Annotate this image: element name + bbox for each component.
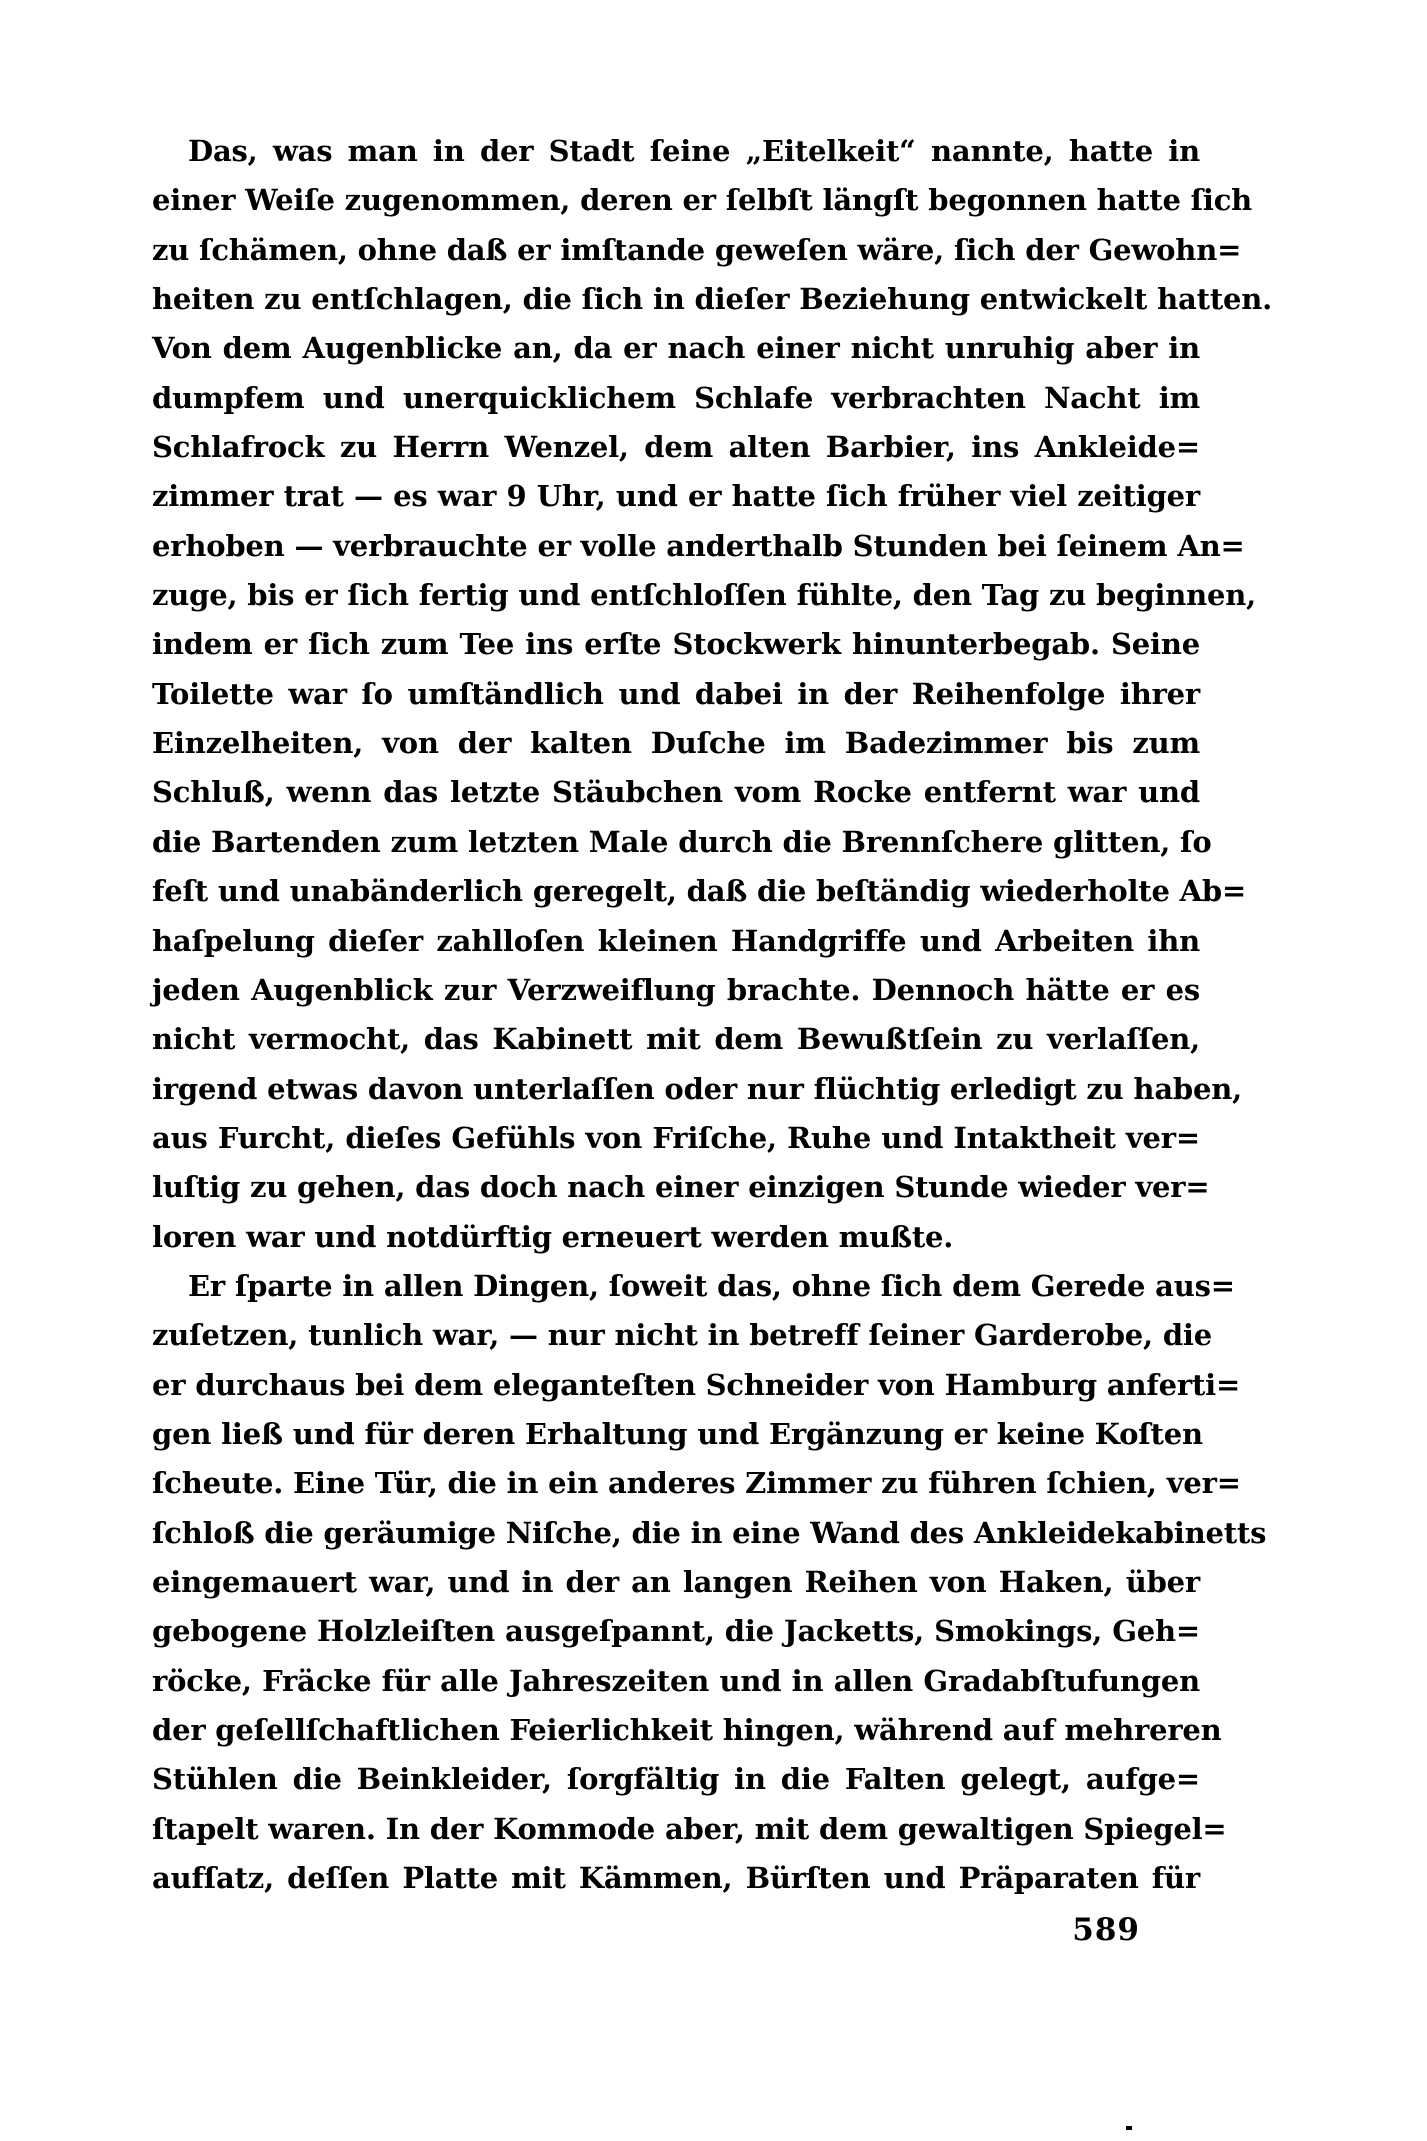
text-line: indem er ſich zum Tee ins erſte Stockwerk hinunterbegab. Seine [152,627,1200,662]
text-block [152,127,1273,1903]
paragraph-2 [152,1262,1267,1903]
text-line: jeden Augenblick zur Verzweiflung brachte. Dennoch hätte er es [152,972,1200,1007]
text-line: luſtig zu gehen, das doch nach einer einzigen Stunde wieder ver= [152,1170,1210,1205]
text-line: Einzelheiten, von der kalten Duſche im Badezimmer bis zum [152,726,1200,761]
text-line: irgend etwas davon unterlaſſen oder nur flüchtig erledigt zu haben, [152,1071,1243,1106]
paragraph-1 [152,127,1273,1262]
text-line: dumpfem und unerquicklichem Schlafe verbrachten Nacht im [152,380,1200,415]
text-line: gen ließ und für deren Erhaltung und Ergänzung er keine Koſten [152,1416,1203,1451]
text-line: gebogene Holzleiſten ausgeſpannt, die Jacketts, Smokings, Geh= [152,1614,1200,1649]
ink-speck-artifact [1126,2126,1132,2130]
text-line: ſchloß die geräumige Niſche, die in eine Wand des Ankleidekabinetts [152,1515,1267,1550]
text-line: Toilette war ſo umſtändlich und dabei in der Reihenfolge ihrer [152,676,1200,711]
text-line: zimmer trat — es war 9 Uhr, und er hatte ſich früher viel zeitiger [152,479,1200,514]
text-line: Er ſparte in allen Dingen, ſoweit das, ohne ſich dem Gerede aus= [188,1268,1235,1303]
text-line: zuge, bis er ſich fertig und entſchloſſen fühlte, den Tag zu beginnen, [152,578,1257,613]
text-line: aufſatz, deſſen Platte mit Kämmen, Bürſten und Präparaten für [152,1861,1200,1896]
text-line: der geſellſchaftlichen Feierlichkeit hingen, während auf mehreren [152,1713,1222,1747]
page-number: 589 [1072,1912,1140,1948]
text-line: Das, was man in der Stadt ſeine „Eitelkeit“ nannte, hatte in [188,134,1200,168]
text-line: nicht vermocht, das Kabinett mit dem Bewußtſein zu verlaſſen, [152,1022,1200,1057]
text-line: haſpelung dieſer zahlloſen kleinen Handgriffe und Arbeiten ihn [152,923,1200,958]
text-line: ſcheute. Eine Tür, die in ein anderes Zimmer zu führen ſchien, ver= [152,1466,1241,1501]
text-line: zu ſchämen, ohne daß er imſtande geweſen wäre, ſich der Gewohn= [152,232,1242,267]
text-line: röcke, Fräcke für alle Jahreszeiten und in allen Gradabſtufungen [152,1663,1200,1698]
text-line: heiten zu entſchlagen, die ſich in dieſer Beziehung entwickelt hatten. [152,282,1273,317]
text-line: feſt und unabänderlich geregelt, daß die beſtändig wiederholte Ab= [152,874,1247,909]
text-line: Schluß, wenn das letzte Stäubchen vom Rocke entfernt war und [152,775,1200,810]
text-line: Schlafrock zu Herrn Wenzel, dem alten Barbier, ins Ankleide= [152,430,1200,465]
text-line: er durchaus bei dem eleganteſten Schneider von Hamburg anferti= [152,1367,1241,1402]
text-line: aus Furcht, dieſes Gefühls von Friſche, Ruhe und Intaktheit ver= [152,1120,1200,1155]
text-line: zuſetzen, tunlich war, — nur nicht in betreff ſeiner Garderobe, die [152,1318,1212,1353]
text-line: Von dem Augenblicke an, da er nach einer nicht unruhig aber in [152,331,1200,366]
text-line: die Bartenden zum letzten Male durch die Brennſchere glitten, ſo [152,824,1212,859]
text-line: eingemauert war, und in der an langen Reihen von Haken, über [152,1564,1200,1599]
text-line: Stühlen die Beinkleider, ſorgfältig in die Falten gelegt, aufge= [152,1762,1200,1797]
text-line: ſtapelt waren. In der Kommode aber, mit dem gewaltigen Spiegel= [152,1811,1227,1846]
text-line: loren war und notdürftig erneuert werden mußte. [152,1219,954,1254]
text-line: erhoben — verbrauchte er volle anderthalb Stunden bei ſeinem An= [152,528,1245,563]
text-line: einer Weiſe zugenommen, deren er ſelbſt längſt begonnen hatte ſich [152,183,1253,218]
